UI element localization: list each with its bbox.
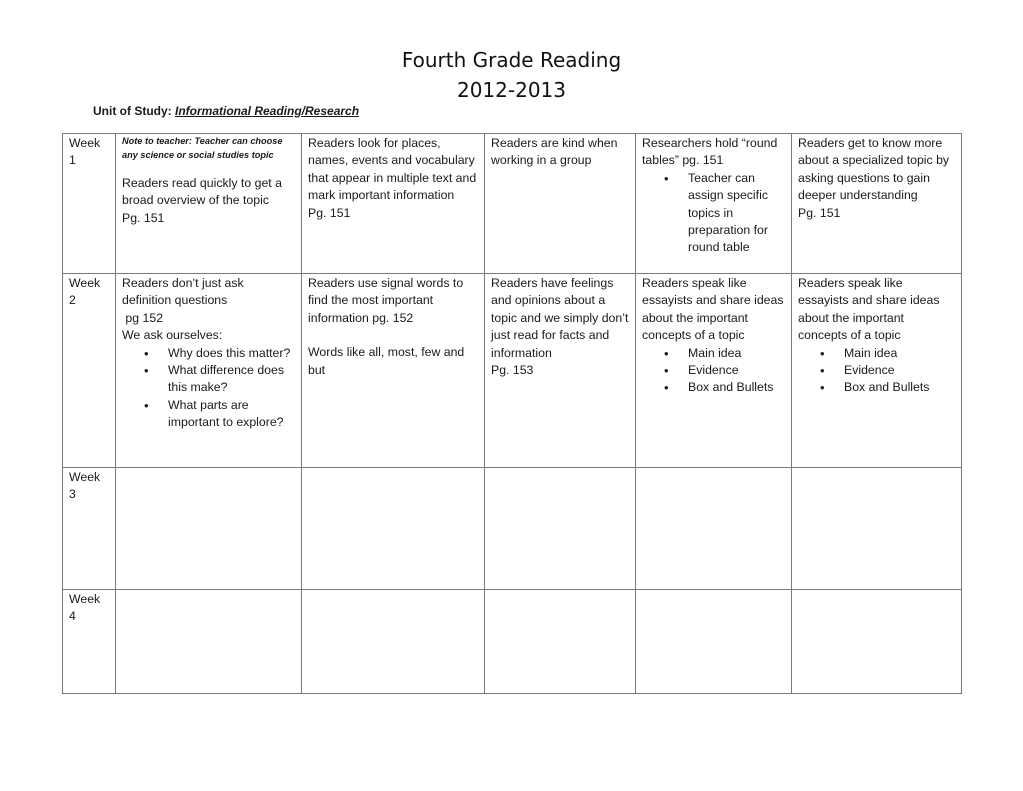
week2-col1: Readers don’t just ask definition questions pg 152 We ask ourselves: • Why does this matter? • What difference does this make? • What parts are important to explore?	[116, 274, 302, 468]
week1-col3: Readers are kind when working in a group	[485, 134, 636, 274]
list-item: • Box and Bullets	[844, 379, 955, 396]
week2-col2: Readers use signal words to find the most important information pg. 152 Words like all, most, few and but	[302, 274, 485, 468]
empty-cell	[116, 468, 302, 590]
week-label: Week 1	[63, 134, 116, 274]
week1-col4: Researchers hold “round tables” pg. 151 • Teacher can assign specific topics in preparation for round table	[636, 134, 792, 274]
empty-cell	[302, 590, 485, 694]
empty-cell	[636, 590, 792, 694]
document-title: Fourth Grade Reading	[401, 48, 622, 72]
week1-col5: Readers get to know more about a specialized topic by asking questions to gain deeper understanding Pg. 151	[792, 134, 962, 274]
list-item: • Main idea	[844, 345, 955, 362]
bullet-list	[642, 170, 785, 257]
list-item: • What parts are important to explore?	[168, 397, 295, 432]
empty-cell	[636, 468, 792, 590]
table-row	[63, 134, 962, 274]
list-item: • Evidence	[844, 362, 955, 379]
curriculum-table	[62, 133, 962, 694]
week-label: Week 2	[63, 274, 116, 468]
empty-cell	[485, 590, 636, 694]
list-item: • Box and Bullets	[688, 379, 785, 396]
week2-col5: Readers speak like essayists and share ideas about the important concepts of a topic • Main idea • Evidence • Box and Bullets	[792, 274, 962, 468]
week2-col3: Readers have feelings and opinions about a topic and we simply don’t just read for facts and information Pg. 153	[485, 274, 636, 468]
bullet-list	[798, 345, 955, 397]
list-item: • Evidence	[688, 362, 785, 379]
list-item: • Why does this matter?	[168, 345, 295, 362]
teacher-note: Note to teacher: Teacher can choose any science or social studies topic	[122, 136, 283, 160]
bullet-list	[642, 345, 785, 397]
empty-cell	[792, 590, 962, 694]
bullet-list	[122, 345, 295, 432]
week1-col1: Note to teacher: Teacher can choose any science or social studies topic Readers read quickly to get a broad overview of the topic Pg. 151	[116, 134, 302, 274]
unit-value: Informational Reading/Research	[175, 104, 360, 118]
week-label: Week 4	[63, 590, 116, 694]
empty-cell	[302, 468, 485, 590]
document-year: 2012-2013	[456, 78, 566, 102]
list-item: • What difference does this make?	[168, 362, 295, 397]
table-row	[63, 468, 962, 590]
week2-col4: Readers speak like essayists and share ideas about the important concepts of a topic • Main idea • Evidence • Box and Bullets	[636, 274, 792, 468]
list-item: • Main idea	[688, 345, 785, 362]
week1-col2: Readers look for places, names, events and vocabulary that appear in multiple text and mark important information Pg. 151	[302, 134, 485, 274]
week-label: Week 3	[63, 468, 116, 590]
list-item: • Teacher can assign specific topics in preparation for round table	[688, 170, 785, 257]
empty-cell	[116, 590, 302, 694]
unit-of-study	[93, 104, 359, 118]
unit-label: Unit of Study:	[93, 104, 172, 118]
empty-cell	[792, 468, 962, 590]
table-row	[63, 590, 962, 694]
empty-cell	[485, 468, 636, 590]
table-row	[63, 274, 962, 468]
